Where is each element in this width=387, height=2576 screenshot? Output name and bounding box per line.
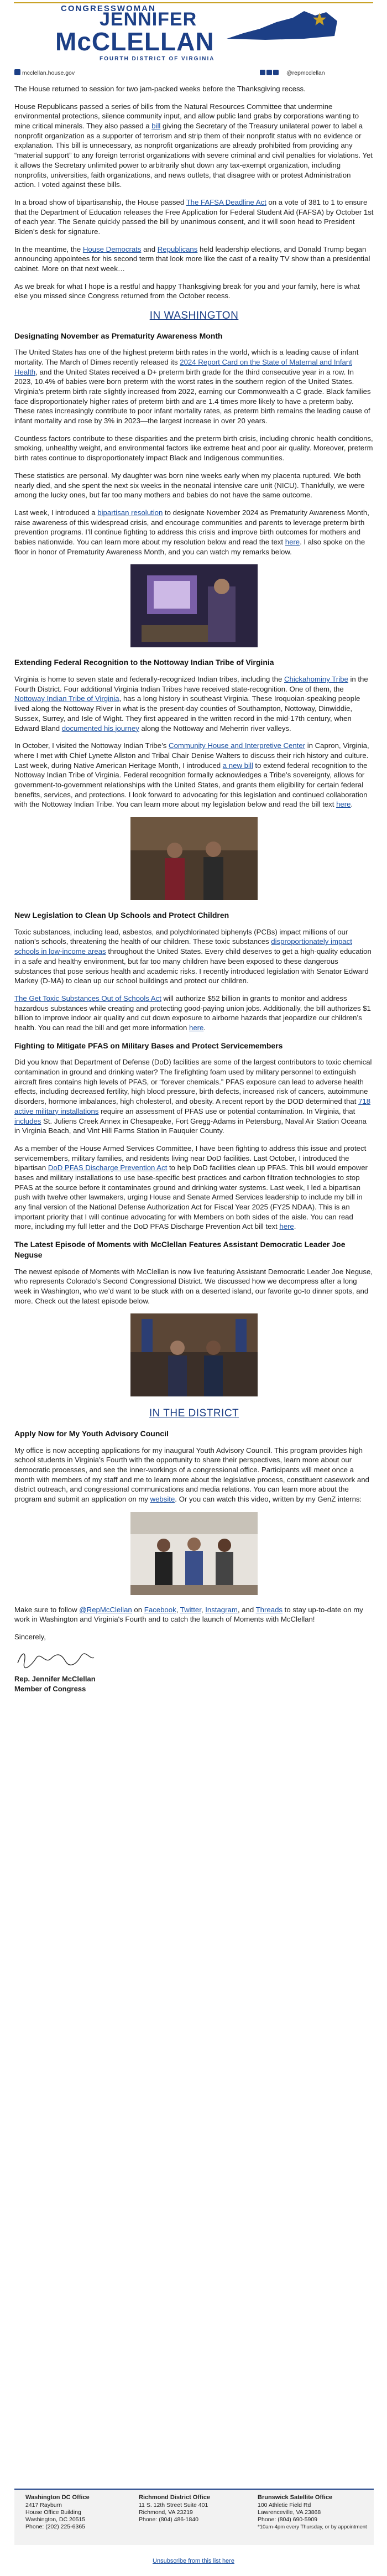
- intro-p4: In the meantime, the House Democrats and Republicans held leadership elections, and Donald Trump began announcing appointees for his second term that look more like the cast of a reality TV show than a presidential cabinet. More on that next week…: [14, 245, 370, 273]
- prematurity-video-thumbnail[interactable]: [130, 564, 258, 647]
- intro-p3: In a broad show of bipartisanship, the House passed The FAFSA Deadline Act on a vote of 381 to 1 to ensure that the Department of Education releases the Free Application for Federal Student Aid (FAFSA) by October 1st of each year. The Senate quickly passed the bill by unanimous consent, and it will soon head to President Biden’s desk for signature.: [14, 198, 374, 236]
- capitol-icon: [14, 69, 20, 75]
- star-icon: [312, 12, 327, 27]
- social-handle[interactable]: @repmcclellan: [286, 70, 325, 76]
- twitter-link[interactable]: Twitter: [180, 1605, 201, 1614]
- youth-video-thumbnail[interactable]: [130, 1512, 258, 1595]
- nottoway-tribe-link[interactable]: Nottoway Indian Tribe of Virginia: [14, 694, 119, 703]
- office-richmond-l3: Phone: (804) 486-1840: [139, 2516, 198, 2523]
- sincerely: Sincerely,: [14, 1633, 46, 1642]
- office-dc-l2: House Office Building: [25, 2509, 81, 2516]
- banner-first-name: JENNIFER: [100, 9, 197, 30]
- prematurity-title: Designating November as Prematurity Awareness Month: [14, 331, 223, 340]
- resolution-link[interactable]: bipartisan resolution: [97, 508, 163, 517]
- handle-link[interactable]: @RepMcClellan: [79, 1605, 132, 1614]
- installations-link[interactable]: 718 active military installations: [14, 1097, 371, 1115]
- toxic-p1: Toxic substances, including lead, asbestos, and polychlorinated biphenyls (PCBs) impact millions of our nation’s schools, threatening the health of our children. These toxic substances disproportionately impact schools in low-income areas throughout the United States. Every child deserves to get a high-quality education in a safe and healthy environment, but far too many children have been exposed to these dangerous substances that pose serious health and academic risks. I recently introduced legislation with Senator Edward Markey (D-MA) to clean up our school buildings and protect our children.: [14, 927, 372, 985]
- moments-p1: The newest episode of Moments with McClellan is now live featuring Assistant Democratic Leader Joe Neguse, who represents Colorado’s Second Congressional District. We discussed how we decompress after a long week in Washington, who we’d want to be stuck with on a deserted island, our favorite go-to dinner spots, and more. Check out the latest episode below.: [14, 1267, 373, 1305]
- journey-link[interactable]: documented his journey: [61, 724, 139, 733]
- threads-link[interactable]: Threads: [255, 1605, 283, 1614]
- moments-title: The Latest Episode of Moments with McClellan Features Assistant Democratic Leader Joe Neguse: [14, 1240, 346, 1259]
- office-richmond: [139, 2494, 249, 2523]
- x-icon[interactable]: [266, 70, 272, 75]
- nottoway-p2: In October, I visited the Nottoway Indian Tribe’s Community House and Interpretive Center in Capron, Virginia, where I met with Chief Lynette Allston and Tribal Chair Denise Walters to discuss their rich history and culture. Last week, during Native American Heritage Month, I introduced a new bill to extend federal recognition to the Nottoway Indian Tribe of Virginia. Federal recognition formally acknowledges a Tribe’s sovereignty, allows for government-to-government relationships with the United States, and grants them eligibility for certain federal benefits, services, and protections. I look forward to advocating for this legislation and continued collaboration with the Nottoway Indian Tribe. You can learn more about my legislation below and read the bill text here.: [14, 741, 369, 809]
- house-democrats-link[interactable]: House Democrats: [82, 245, 142, 253]
- toxic-act-link[interactable]: The Get Toxic Substances Out of Schools Act: [14, 994, 161, 1003]
- website-text: mcclellan.house.gov: [22, 70, 75, 76]
- washington-heading: IN WASHINGTON: [149, 310, 239, 322]
- banner-last-name: McCLELLAN: [55, 27, 215, 56]
- bill-link[interactable]: bill: [151, 122, 161, 131]
- pfas-p2: As a member of the House Armed Services Committee, I have been fighting to address this issue and protect servicemembers, military families, and residents living near DoD facilities. Last October, I introduced the bipartisan DoD PFAS Discharge Prevention Act to help DoD facilities clean up PFAS. This bill would empower bases and military installations to use base-specific best practices and carbon filtration technologies to stop PFAS at the source before it contaminates ground and drinking water systems. Last week, I led a bipartisan push with twelve other lawmakers, urging House and Senate Armed Services leadership to include my bill in any final version of the National Defense Authorization Act for Fiscal Year 2025 (FY25 NDAA). This is an important priority that I will continue advocating for with Members on both sides of the aisle. You can read more, including my full letter and the DoD PFAS Discharge Prevention Act bill text here.: [14, 1144, 368, 1231]
- closing-title: Member of Congress: [14, 1684, 86, 1693]
- nottoway-title: Extending Federal Recognition to the Nottoway Indian Tribe of Virginia: [14, 658, 274, 667]
- district-heading: IN THE DISTRICT: [149, 1408, 239, 1420]
- nottoway-photo: [130, 817, 258, 900]
- low-income-link[interactable]: disproportionately impact schools in low-income areas: [14, 937, 352, 956]
- nottoway-p1: Virginia is home to seven state and federally-recognized Indian tribes, including the Chickahominy Tribe in the Fourth District. Four additional Virginia Indian Tribes have received state-recognition. One of them, the Nottoway Indian Tribe of Virginia, has a long history in southeast Virginia. These Iroquoian-speaking people lived along the Nottoway River in what is the present-day counties of Southampton, Nottoway, Dinwiddie, Sussex, Surrey, and Isle of Wight. They first appeared in the written record in the mid-17th century, when Edward Bland documented his journey along the Nottoway and Meherrin river valleys.: [14, 675, 368, 733]
- office-dc-l1: 2417 Rayburn: [25, 2501, 62, 2509]
- community-house-link[interactable]: Community House and Interpretive Center: [169, 741, 306, 750]
- toxic-title: New Legislation to Clean Up Schools and Protect Children: [14, 911, 229, 920]
- prematurity-p4: Last week, I introduced a bipartisan resolution to designate November 2024 as Prematurity Awareness Month, raise awareness of this widespread crisis, and encourage communities and parents to leverage preterm birth prevention programs. I’ll continue fighting to address this crisis and improve birth outcomes for mothers and babies nationwide. You can learn more about my resolution below and read the text here. I also spoke on the floor in honor of Prematurity Awareness Month, and you can watch my remarks below.: [14, 508, 369, 556]
- header-links: [0, 67, 387, 79]
- republicans-link[interactable]: Republicans: [157, 245, 198, 253]
- closing-name: Rep. Jennifer McClellan: [14, 1675, 96, 1684]
- intro-p1: The House returned to session for two jam-packed weeks before the Thanksgiving recess.: [14, 85, 306, 93]
- moments-photo: [130, 1313, 258, 1396]
- pfas-act-link[interactable]: DoD PFAS Discharge Prevention Act: [48, 1164, 168, 1172]
- instagram-link[interactable]: Instagram: [205, 1605, 238, 1614]
- prematurity-p3: These statistics are personal. My daughter was born nine weeks early when my placenta ruptured. We both nearly died, and she spent the next six weeks in the neonatal intensive care unit (NICU). Thankfully, we were among the lucky ones, but far too many mothers and babies do not have the same outcome.: [14, 471, 365, 500]
- office-dc-l3: Washington, DC 20515: [25, 2516, 86, 2523]
- prematurity-p2: Countless factors contribute to these disparities and the preterm birth crisis, including chronic health conditions, smoking, unhealthy weight, and environmental factors like extreme heat and poor air quality. Moreover, preterm birth rates continue to disproportionately impact Black and Indigenous communities.: [14, 434, 373, 463]
- youth-p1: My office is now accepting applications for my inaugural Youth Advisory Council. This program provides high school students in Virginia’s Fourth with the opportunity to share their perspectives, learn more about our democratic processes, and see the inner-workings of a congressional office. Participants will meet once a month with members of my staff and me to learn more about the legislative process, constituent casework and district outreach, and congressional communications and media relations. You can learn more about the program and submit an application on my website. Or you can watch this video, written by my GenZ interns:: [14, 1446, 369, 1503]
- floor-speech-image: [130, 564, 258, 647]
- toxic-here-link[interactable]: here: [189, 1023, 204, 1032]
- pfas-title: Fighting to Mitigate PFAS on Military Bases and Protect Servicemembers: [14, 1041, 283, 1050]
- office-brunswick-l2: Lawrenceville, VA 23868: [258, 2509, 321, 2516]
- office-richmond-l2: Richmond, VA 23219: [139, 2509, 193, 2516]
- banner-congresswoman: CONGRESSWOMAN: [61, 4, 156, 13]
- signature-image: [14, 1648, 97, 1670]
- website-apply-link[interactable]: website: [150, 1494, 175, 1503]
- youth-title: Apply Now for My Youth Advisory Council: [14, 1429, 169, 1438]
- unsubscribe-link[interactable]: [0, 2557, 387, 2565]
- office-dc-name: Washington DC Office: [25, 2494, 90, 2501]
- office-brunswick-l1: 100 Athletic Field Rd: [258, 2501, 311, 2509]
- prematurity-p1: The United States has one of the highest preterm birth rates in the world, which is a leading cause of infant mortality. The March of Dimes recently released its 2024 Report Card on the State of Maternal and Infant Health, and the United States received a D+ preterm birth grade for the third consecutive year in a row. In 2023, 10.4% of babies were born preterm with the worst rates in the southern region of the United States. Virginia’s preterm birth rate slightly increased from 2022, earning our Commonwealth a C grade. Black families face disproportionately higher rates of preterm birth and are 1.4 times more likely to have a preterm baby. These rates increasingly contribute to poor infant mortality rates, as preterm birth remains the leading cause of infant mortality and rose by 3% in 2023—the largest increase in over 20 years.: [14, 348, 371, 425]
- intro-p5: As we break for what I hope is a restful and happy Thanksgiving break for you and your family, here is what else you missed since Congress returned from the October recess.: [14, 282, 360, 300]
- instagram-icon[interactable]: [273, 70, 279, 75]
- resolution-text-link[interactable]: here: [285, 537, 300, 546]
- office-richmond-name: Richmond District Office: [139, 2494, 210, 2501]
- unsubscribe-text[interactable]: Unsubscribe from this list here: [153, 2558, 234, 2564]
- follow-paragraph: Make sure to follow @RepMcClellan on Facebook, Twitter, Instagram, and Threads to stay up-to-date on my work in Washington and Virginia's Fourth and to catch the launch of Moments with McClellan!: [14, 1605, 363, 1624]
- social-icons[interactable]: [260, 70, 280, 77]
- office-dc: [25, 2494, 130, 2531]
- office-brunswick-l3: Phone: (804) 690-5909: [258, 2516, 317, 2523]
- banner-district: FOURTH DISTRICT OF VIRGINIA: [100, 56, 215, 62]
- office-brunswick: [258, 2494, 368, 2531]
- chickahominy-link[interactable]: Chickahominy Tribe: [284, 675, 348, 684]
- new-bill-link[interactable]: a new bill: [222, 761, 253, 770]
- website-link[interactable]: [14, 69, 75, 77]
- pfas-here-link[interactable]: here: [279, 1222, 294, 1231]
- youth-council-photo: [130, 1512, 258, 1595]
- intro-p2: House Republicans passed a series of bills from the Natural Resources Committee that undermine environmental protections, silence community input, and allow public land grabs by corporations wanting to mine critical minerals. They also passed a bill giving the Secretary of the Treasury unilateral power to label a nonprofit organization as a supporter of terrorism and strip them of their nonprofit status with no evidence or explanation. This bill is unnecessary, as nonprofit organizations are already prohibited from providing any “material support” to any foreign terrorist organizations with severe criminal and civil penalties for violations. Yet it allows the Secretary unlimited power to arbitrarily shut down any tax-exempt organization, including nonprofits, universities, faith organizations, and news outlets, that disagree with or protest Administration action. I voted against these bills.: [14, 102, 373, 189]
- report-card-link[interactable]: 2024 Report Card on the State of Maternal and Infant Health: [14, 357, 352, 376]
- main-content: [14, 84, 374, 1694]
- nottoway-video-thumbnail[interactable]: [130, 817, 258, 900]
- footer-offices: [14, 2489, 374, 2545]
- pfas-p1: Did you know that Department of Defense (DoD) facilities are some of the largest contributors to toxic chemical contamination in ground and drinking water? The firefighting foam used by military personnel to extinguish aircraft fires contains high levels of PFAS, or “forever chemicals.” PFAS exposure can lead to adverse health effects, including decreased fertility, high blood pressure, birth defects, increased risk of cancers, autoimmune disorders, hormone imbalances, high cholesterol, and obesity. A recent report by the DOD determined that 718 active military installations require an assessment of PFAS use or potential contamination. In Virginia, that includes St. Juliens Creek Annex in Chesapeake, Fort Gregg-Adams in Petersburg, Naval Air Station Oceana in Virginia Beach, and Vint Hill Farms Station in Fauquier County.: [14, 1058, 372, 1135]
- moments-video-thumbnail[interactable]: [130, 1313, 258, 1396]
- office-richmond-l1: 11 S. 12th Street Suite 401: [139, 2501, 208, 2509]
- office-dc-l4: Phone: (202) 225-6365: [25, 2523, 85, 2531]
- office-brunswick-name: Brunswick Satellite Office: [258, 2494, 333, 2501]
- facebook-link[interactable]: Facebook: [144, 1605, 176, 1614]
- toxic-p2: The Get Toxic Substances Out of Schools Act will authorize $52 billion in grants to monitor and address hazardous substances while creating and protecting good-paying union jobs. Additionally, the bill authorizes $1 billion to improve indoor air quality and cut down exposure to airborne hazards that jeopardize our children’s health. You can read the bill and get more information here.: [14, 994, 371, 1032]
- header-banner: [0, 0, 387, 65]
- bill-text-link[interactable]: here: [336, 800, 351, 809]
- facebook-icon[interactable]: [260, 70, 265, 75]
- includes-link[interactable]: includes: [14, 1116, 41, 1125]
- fafsa-link[interactable]: The FAFSA Deadline Act: [186, 198, 266, 206]
- office-brunswick-l4: *10am-4pm every Thursday, or by appointment: [258, 2524, 367, 2531]
